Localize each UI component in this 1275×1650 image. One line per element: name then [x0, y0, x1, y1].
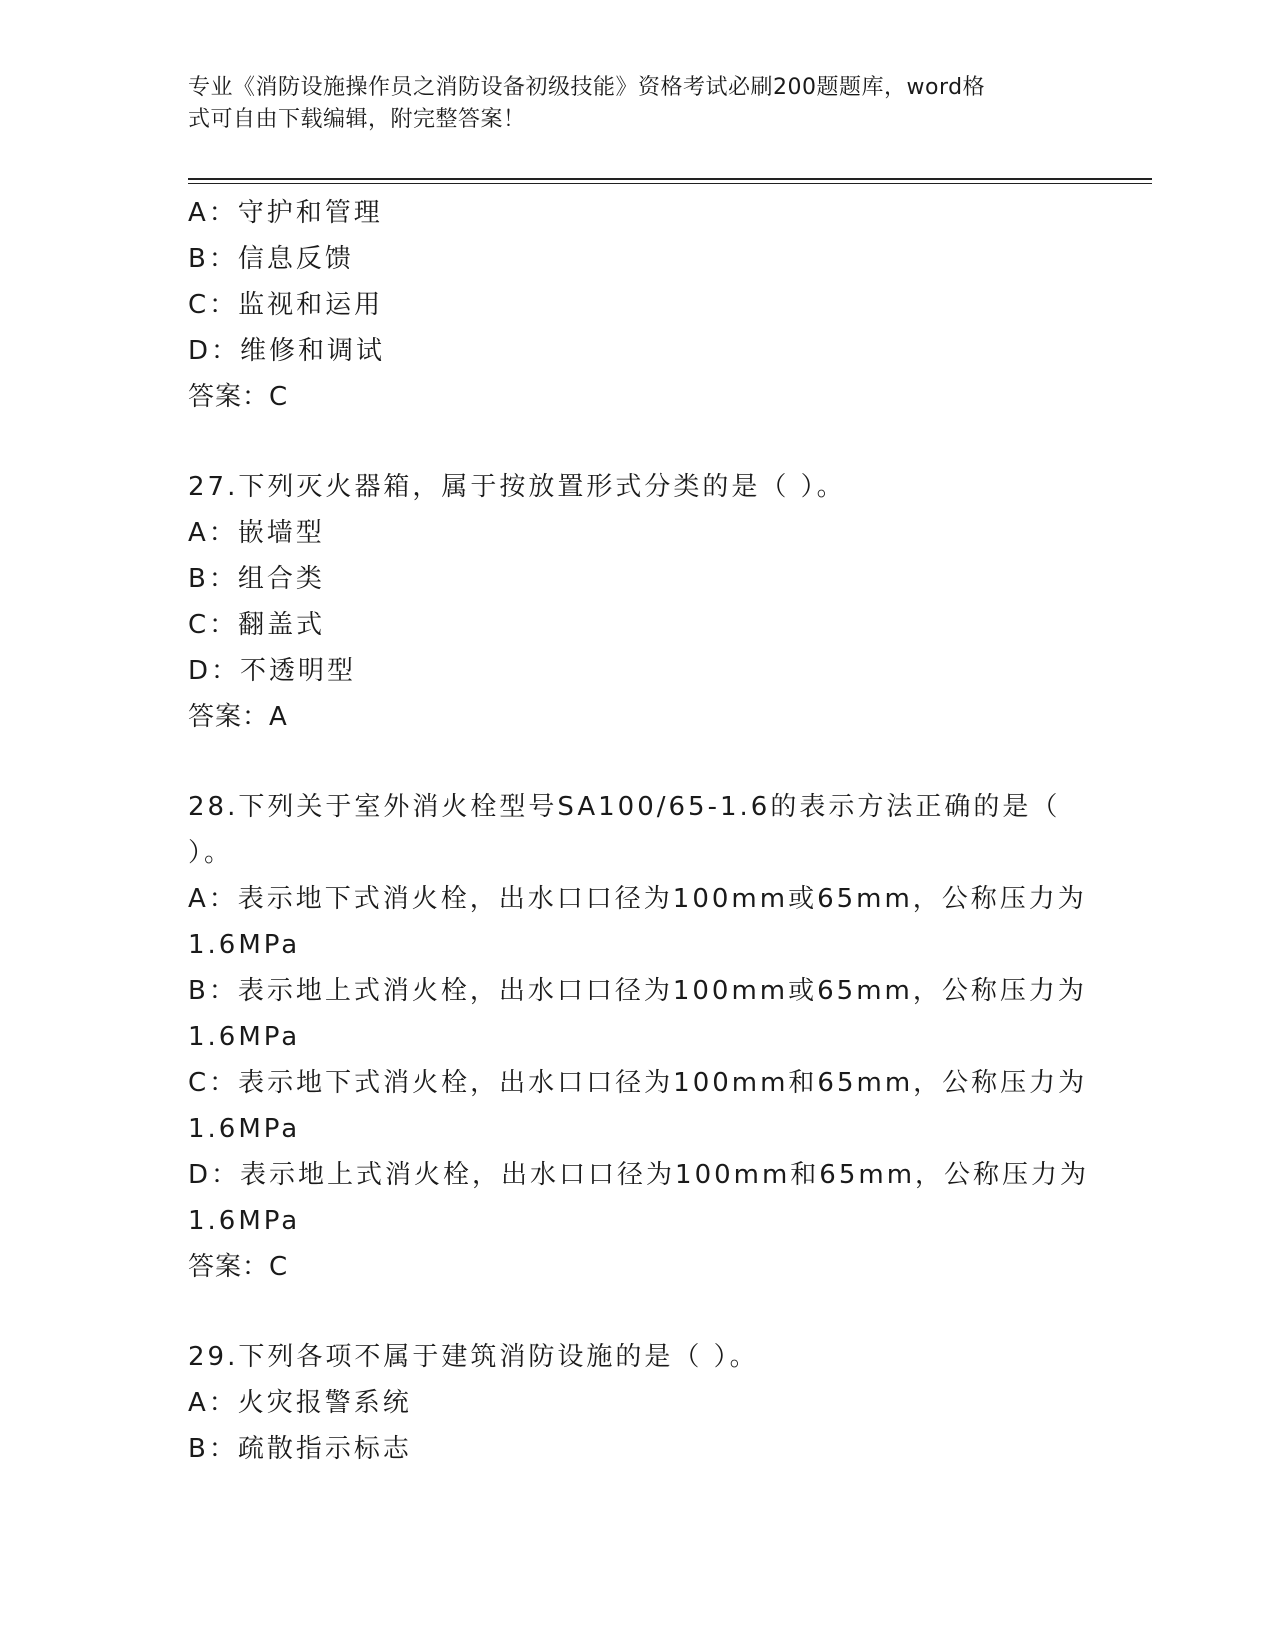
- option-d: D：不透明型: [188, 656, 357, 686]
- question-28: [188, 784, 1090, 1290]
- option-b: B：组合类: [188, 564, 325, 594]
- option-d: D：维修和调试: [188, 336, 386, 366]
- option-b: B：疏散指示标志: [188, 1434, 412, 1464]
- option-b-line-1: B：表示地上式消火栓，出水口口径为100mm或65mm，公称压力为: [188, 976, 1087, 1006]
- answer: 答案：C: [188, 382, 289, 412]
- option-c: C：监视和运用: [188, 290, 384, 320]
- header-rule-thick: [188, 178, 1152, 180]
- option-a-line-2: 1.6MPa: [188, 930, 301, 960]
- option-a: A：嵌墙型: [188, 518, 325, 548]
- option-c: C：翻盖式: [188, 610, 326, 640]
- option-a: A：火灾报警系统: [188, 1388, 412, 1418]
- option-c-line-2: 1.6MPa: [188, 1114, 301, 1144]
- question-text: 29.下列各项不属于建筑消防设施的是（ ）。: [188, 1342, 759, 1372]
- option-c-line-1: C：表示地下式消火栓，出水口口径为100mm和65mm，公称压力为: [188, 1068, 1088, 1098]
- page-header: [188, 72, 1078, 136]
- header-rule-thin: [188, 183, 1152, 184]
- question-27: [188, 464, 1068, 740]
- spacer: [188, 740, 1068, 784]
- header-line-2: 式可自由下载编辑，附完整答案！: [188, 107, 526, 132]
- option-b-line-2: 1.6MPa: [188, 1022, 301, 1052]
- spacer: [188, 1290, 1068, 1334]
- option-b: B：信息反馈: [188, 244, 354, 274]
- spacer: [188, 420, 1068, 464]
- option-d-line-2: 1.6MPa: [188, 1206, 301, 1236]
- question-26: [188, 190, 1068, 420]
- question-text: 27.下列灭火器箱，属于按放置形式分类的是（ ）。: [188, 472, 846, 502]
- answer: 答案：C: [188, 1252, 289, 1282]
- answer: 答案：A: [188, 702, 288, 732]
- question-text-line-1: 28.下列关于室外消火栓型号SA100/65-1.6的表示方法正确的是（: [188, 792, 1061, 822]
- question-text-line-2: ）。: [188, 838, 234, 868]
- question-list: [188, 190, 1090, 1472]
- option-a: A：守护和管理: [188, 198, 383, 228]
- option-d-line-1: D：表示地上式消火栓，出水口口径为100mm和65mm，公称压力为: [188, 1160, 1090, 1190]
- option-a-line-1: A：表示地下式消火栓，出水口口径为100mm或65mm，公称压力为: [188, 884, 1087, 914]
- header-line-1: 专业《消防设施操作员之消防设备初级技能》资格考试必刷200题题库，word格: [188, 75, 986, 100]
- question-29: [188, 1334, 1068, 1472]
